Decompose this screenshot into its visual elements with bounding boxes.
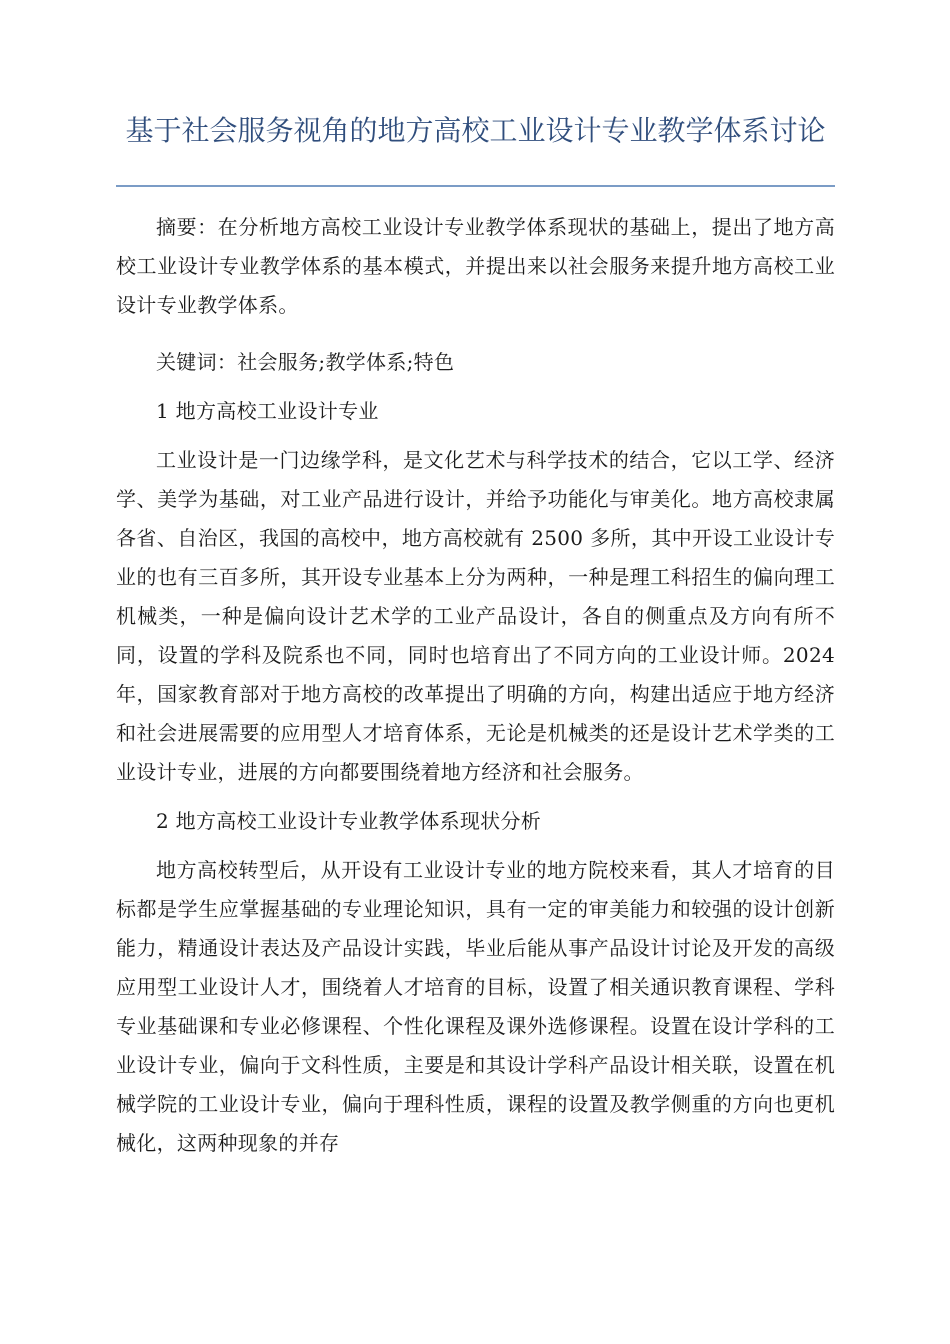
title-underline	[116, 185, 835, 187]
keywords-line: 关键词：社会服务;教学体系;特色	[156, 350, 455, 374]
section-2-heading: 2 地方高校工业设计专业教学体系现状分析	[156, 809, 542, 833]
section-1-paragraph: 工业设计是一门边缘学科，是文化艺术与科学技术的结合，它以工学、经济学、美学为基础，对工业产品进行设计，并给予功能化与审美化。地方高校隶属各省、自治区，我国的高校中，地方高校就有 2500 多所，其中开设工业设计专业的也有三百多所，其开设专业基本上分为两种，一种是理工科招生的偏向理工机械类，一种是偏向设计艺术学的工业产品设计，各自的侧重点及方向有所不同，设置的学科及院系也不同，同时也培育出了不同方向的工业设计师。2024 年，国家教育部对于地方高校的改革提出了明确的方向，构建出适应于地方经济和社会进展需要的应用型人才培育体系，无论是机械类的还是设计艺术学类的工业设计专业，进展的方向都要围绕着地方经济和社会服务。	[116, 448, 835, 784]
document-body	[116, 208, 835, 1163]
abstract-paragraph: 摘要：在分析地方高校工业设计专业教学体系现状的基础上，提出了地方高校工业设计专业教学体系的基本模式，并提出来以社会服务来提升地方高校工业设计专业教学体系。	[116, 215, 835, 317]
section-2-paragraph: 地方高校转型后，从开设有工业设计专业的地方院校来看，其人才培育的目标都是学生应掌握基础的专业理论知识，具有一定的审美能力和较强的设计创新能力，精通设计表达及产品设计实践，毕业后能从事产品设计讨论及开发的高级应用型工业设计人才，围绕着人才培育的目标，设置了相关通识教育课程、学科专业基础课和专业必修课程、个性化课程及课外选修课程。设置在设计学科的工业设计专业，偏向于文科性质，主要是和其设计学科产品设计相关联，设置在机械学院的工业设计专业，偏向于理科性质，课程的设置及教学侧重的方向也更机械化，这两种现象的并存	[116, 858, 835, 1155]
document-title: 基于社会服务视角的地方高校工业设计专业教学体系讨论	[125, 114, 826, 147]
section-1-heading: 1 地方高校工业设计专业	[156, 399, 379, 423]
